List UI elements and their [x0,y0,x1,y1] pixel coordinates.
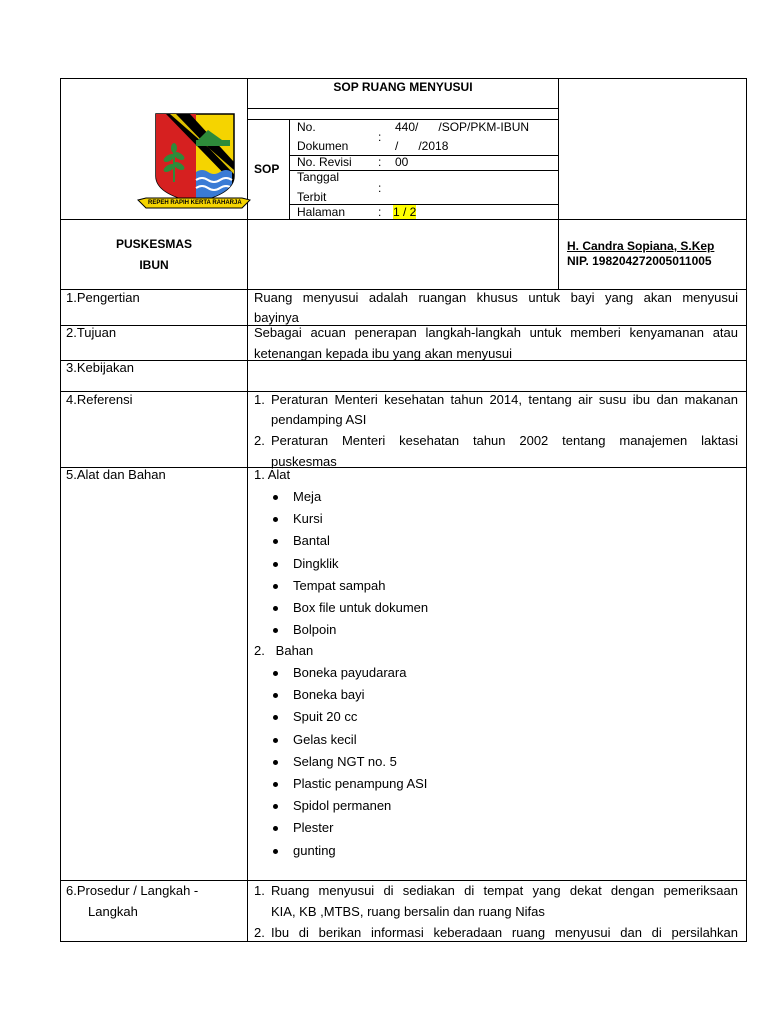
field-no-revisi-colon: : [378,155,382,169]
table-border-right [746,78,747,942]
bullet-icon [273,562,278,567]
bullet-icon [273,738,278,743]
signer-name: H. Candra Sopiana, S.Kep [567,239,715,253]
field-no-dokumen-label-2: Dokumen [297,139,349,153]
section-tujuan-line-2: ketenangan kepada ibu yang akan menyusui [254,346,513,361]
section-referensi-label: 4.Referensi [66,392,133,407]
field-halaman-label: Halaman [297,205,346,219]
alat-item-label: Box file untuk dokumen [293,600,429,615]
bahan-item-label: Spuit 20 cc [293,709,358,725]
logo-banner-text: REPEH RAPIH KERTA RAHARJA [148,200,242,206]
row-line-title [247,108,558,109]
section-prosedur-label-2: Langkah [88,904,138,919]
section-prosedur-label-1: 6.Prosedur / Langkah - [66,883,199,898]
alat-title: 1. Alat [254,467,291,482]
org-name-line-1: PUSKESMAS [115,237,192,251]
bullet-icon [273,849,278,854]
bullet-icon [273,517,278,522]
col-divider-header-right [558,78,559,289]
bullet-icon [273,495,278,500]
field-no-dokumen-colon: : [378,130,382,144]
document-title: SOP RUANG MENYUSUI [333,80,473,94]
section-pengertian-line-1: Ruang menyusui adalah ruangan khusus untuk bayi yang akan menyusui [254,290,738,305]
section-tujuan-line-1: Sebagai acuan penerapan langkah-langkah untuk memberi kenyamanan atau [254,325,738,340]
referensi-item-1-num: 1. [254,392,265,407]
alat-item-label: Meja [293,489,322,504]
signer-nip: NIP. 19820427200501​1005 [567,254,712,268]
org-name-line-2: IBUN [139,258,169,272]
alat-item-label: Bolpoin [293,622,337,638]
table-border-left [60,78,61,942]
bullet-icon [273,826,278,831]
bullet-icon [273,782,278,787]
section-alat-bahan-label: 5.Alat dan Bahan [66,467,166,482]
bullet-icon [273,693,278,698]
section-pengertian-line-2: bayinya [254,310,299,325]
referensi-item-2-line-1: Peraturan Menteri kesehatan tahun 2002 tentang manajemen laktasi [271,433,738,448]
bahan-item-label: Plastic penampung ASI [293,776,428,791]
referensi-item-1-line-1: Peraturan Menteri kesehatan tahun 2014, tentang air susu ibu dan makanan [271,392,738,407]
section-pengertian-label: 1.Pengertian [66,290,140,305]
bahan-item-label: Plester [293,820,334,836]
field-tanggal-terbit-label-2: Terbit [297,190,327,204]
field-halaman-value [393,201,416,223]
field-no-dokumen-value-2: / /2018 [395,139,449,153]
prosedur-item-2-num: 2. [254,925,265,940]
alat-item-label: Bantal [293,533,330,549]
bullet-icon [273,584,278,589]
prosedur-item-1-line-2: KIA, KB ,MTBS, ruang bersalin dan ruang Nifas [271,904,545,919]
prosedur-item-2-line-1: Ibu di berikan informasi keberadaan ruang menyusui dan di persilahkan [271,925,738,940]
section-kebijakan-label: 3.Kebijakan [66,360,134,375]
prosedur-item-1-num: 1. [254,883,265,898]
bahan-item-label: Boneka bayi [293,687,365,703]
bullet-icon [273,606,278,611]
bullet-icon [273,671,278,676]
bullet-icon [273,539,278,544]
field-halaman-colon: : [378,205,382,219]
bullet-icon [273,804,278,809]
bullet-icon [273,715,278,720]
field-tanggal-terbit-label-1: Tanggal [297,170,340,184]
halaman-highlight: 1 / 2 [393,205,417,219]
field-no-dokumen-value-1: 440/ /SOP/PKM-IBUN [395,120,530,134]
bahan-title: 2. Bahan [254,643,314,658]
field-no-revisi-label: No. Revisi [297,155,352,169]
alat-item-label: Kursi [293,511,323,527]
field-no-revisi-value: 00 [395,155,409,169]
section-tujuan-label: 2.Tujuan [66,325,117,340]
referensi-item-2-num: 2. [254,433,265,448]
alat-item-label: Dingklik [293,555,339,571]
sop-label: SOP [254,162,280,176]
prosedur-item-1-line-1: Ruang menyusui di sediakan di tempat yang dekat dengan pemeriksaan [271,883,738,898]
bahan-item-label: gunting [293,842,336,858]
bullet-icon [273,760,278,765]
bahan-item-label: Boneka payudarara [293,665,407,680]
alat-item-label: Tempat sampah [293,577,386,593]
referensi-item-1-line-2: pendamping ASI [271,412,367,427]
bahan-item-label: Spidol permanen [293,798,392,814]
logo [136,110,252,214]
bahan-item-label: Gelas kecil [293,731,357,747]
bahan-item-label: Selang NGT no. 5 [293,753,397,769]
bullet-icon [273,628,278,633]
field-no-dokumen-label-1: No. [297,120,316,134]
field-tanggal-terbit-colon: : [378,181,382,195]
referensi-item-2-line-2: puskesmas [271,454,337,469]
